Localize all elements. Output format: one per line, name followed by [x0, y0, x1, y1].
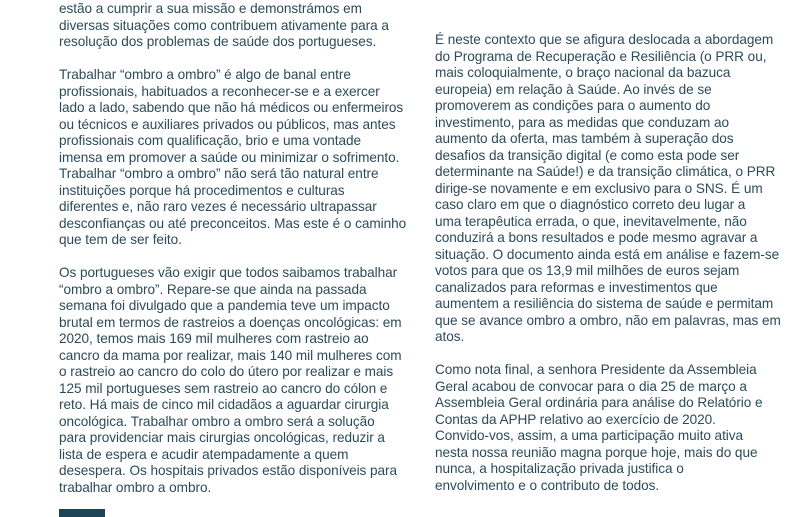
text-line: oncológica. Trabalhar ombro a ombro será a solução: [59, 413, 375, 429]
text-line: o rastreio ao cancro do colo do útero por realizar e mais: [59, 364, 394, 379]
text-line: que se avance ombro a ombro, não em palavras, mas em: [435, 312, 781, 328]
text-line: Assembleia Geral ordinária para análise do Relatório e: [435, 395, 763, 410]
text-line: que tem de ser feito.: [59, 232, 182, 247]
text-line: desafios da transição digital (e como esta pode ser: [435, 147, 740, 163]
text-line: dirige-se novamente e em exclusivo para o SNS. É um: [435, 180, 763, 196]
text-line: desespera. Os hospitais privados estão disponíveis para: [59, 463, 398, 478]
paragraph: [59, 67, 431, 249]
text-line: É neste contexto que se afigura deslocada a abordagem: [435, 32, 774, 47]
text-line: instituições porque há procedimentos e culturas: [59, 182, 345, 198]
text-line: investimento, para as medidas que conduzam ao: [435, 114, 729, 130]
text-line: diversas situações como contribuem ativamente para a: [59, 17, 389, 33]
text-line: reto. Há mais de cinco mil cidadãos a aguardar cirurgia: [59, 397, 389, 412]
text-line: desconfianças ou até preconceitos. Mas este é o caminho: [59, 215, 407, 231]
paragraph: [435, 362, 800, 494]
text-line: Convido-vos, assim, a uma participação muito ativa: [435, 428, 744, 443]
paragraph: [435, 32, 800, 346]
text-line: envolvimento e o contributo de todos.: [435, 477, 660, 493]
text-line: situação. O documento ainda está em análise e fazem-se: [435, 246, 780, 262]
text-line: 2020, temos mais 169 mil mulheres com rastreio ao: [59, 331, 369, 346]
text-line: ou técnicos e auxiliares privados ou públicos, mas antes: [59, 116, 396, 132]
text-line: 125 mil portugueses sem rastreio ao cancro do cólon e: [59, 380, 388, 396]
text-line: imensa em promover a saúde ou minimizar o sofrimento.: [59, 149, 400, 165]
text-line: Os portugueses vão exigir que todos saibamos trabalhar: [59, 265, 398, 280]
text-line: nesta nossa reunião magna porque hoje, mais do que: [435, 444, 758, 460]
footer-bar: [59, 509, 105, 517]
text-line: promoverem as condições para o aumento do: [435, 98, 711, 113]
text-line: determinante na Saúde!) e da transição climática, o PRR: [435, 164, 776, 179]
text-line: Como nota final, a senhora Presidente da Assembleia: [435, 362, 757, 377]
text-line: profissionais, habituados a reconhecer-se e a exercer: [59, 83, 380, 99]
text-line: aumentem a resiliência do sistema de saúde e permitam: [435, 296, 774, 311]
text-line: caso claro em que o diagnóstico correto deu lugar a: [435, 197, 746, 212]
text-line: “ombro a ombro”. Repare-se que ainda na passada: [59, 281, 367, 297]
text-line: Contas da APHP relativo ao exercício de 2020.: [435, 411, 716, 427]
text-line: cancro da mama por realizar, mais 140 mil mulheres com: [59, 347, 402, 363]
text-line: resolução dos problemas de saúde dos portugueses.: [59, 34, 377, 49]
text-line: europeia) em relação à Saúde. Ao invés de se: [435, 81, 712, 97]
right-text-column: [435, 32, 800, 494]
text-line: lado a lado, sabendo que não há médicos ou enfermeiros: [59, 100, 404, 115]
text-line: atos.: [435, 329, 465, 344]
text-line: Trabalhar “ombro a ombro” não será tão natural entre: [59, 166, 379, 181]
text-line: estão a cumprir a sua missão e demonstrámos em: [59, 1, 362, 16]
text-line: para providenciar mais cirurgias oncológicas, reduzir a: [59, 430, 385, 445]
paragraph: [59, 1, 431, 51]
text-line: votos para que os 13,9 mil milhões de euros sejam: [435, 263, 740, 278]
text-line: semana foi divulgado que a pandemia teve um impacto: [59, 298, 390, 313]
left-text-column: [59, 1, 431, 496]
text-line: uma terapêutica errada, o que, inevitavelmente, não: [435, 213, 747, 229]
text-line: nunca, a hospitalização privada justifica o: [435, 461, 684, 476]
text-line: canalizados para reformas e investimentos que: [435, 279, 718, 295]
text-line: trabalhar ombro a ombro.: [59, 479, 212, 495]
text-line: aumento da oferta, mas também à superação dos: [435, 131, 734, 146]
text-line: Trabalhar “ombro a ombro” é algo de banal entre: [59, 67, 351, 82]
text-line: diferentes e, não raro vezes é necessário ultrapassar: [59, 199, 377, 214]
text-line: Geral acabou de convocar para o dia 25 de março a: [435, 378, 747, 394]
paragraph: [59, 265, 431, 496]
text-line: mais coloquialmente, o braço nacional da bazuca: [435, 65, 731, 80]
text-line: conduzirá a bons resultados e pode mesmo agravar a: [435, 230, 758, 245]
text-line: do Programa de Recuperação e Resiliência (o PRR ou,: [435, 48, 767, 64]
text-line: lista de espera e acudir atempadamente a quem: [59, 446, 349, 462]
text-line: profissionais com qualificação, brio e uma vontade: [59, 133, 362, 148]
text-line: brutal em termos de rastreios a doenças oncológicas: em: [59, 314, 402, 330]
